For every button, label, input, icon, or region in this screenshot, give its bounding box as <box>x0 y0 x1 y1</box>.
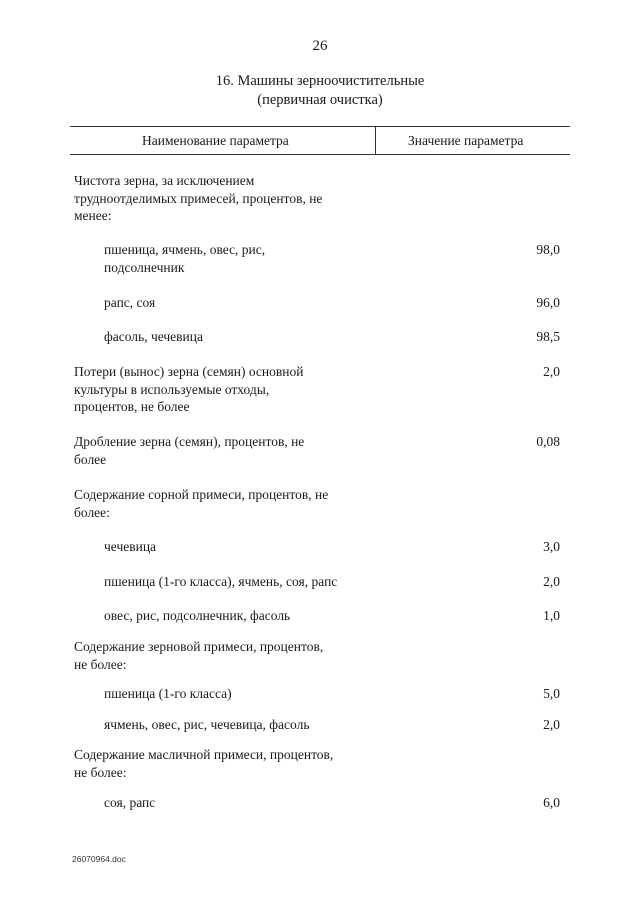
table-header-bottom-rule <box>70 154 570 155</box>
row-label <box>74 486 328 521</box>
section-title-line-1: 16. Машины зерноочистительные <box>215 73 425 89</box>
row-value: 98,5 <box>536 329 560 344</box>
row-label <box>74 638 323 673</box>
row-label-line: Дробление зерна (семян), процентов, не <box>74 434 305 449</box>
row-label-line: Содержание масличной примеси, процентов, <box>74 747 334 762</box>
row-label <box>104 573 337 591</box>
row-label-line: Содержание зерновой примеси, процентов, <box>74 639 324 654</box>
row-value: 96,0 <box>536 295 560 310</box>
row-label-line: чечевица <box>104 539 157 554</box>
row-label-line: пшеница (1-го класса), ячмень, соя, рапс <box>104 574 338 589</box>
row-label <box>104 716 310 734</box>
row-label <box>104 294 155 312</box>
row-label-line: пшеница (1-го класса) <box>104 686 232 701</box>
row-value: 1,0 <box>543 608 560 623</box>
section-title <box>0 72 640 110</box>
row-label <box>104 328 203 346</box>
row-label <box>104 607 290 625</box>
row-label-line: соя, рапс <box>104 795 156 810</box>
row-value: 3,0 <box>543 539 560 554</box>
page-number: 26 <box>312 38 328 54</box>
row-label <box>74 172 322 225</box>
table-top-rule <box>70 126 570 127</box>
row-label-line: ячмень, овес, рис, чечевица, фасоль <box>104 717 310 732</box>
row-label-line: пшеница, ячмень, овес, рис, <box>104 242 266 257</box>
row-label-line: овес, рис, подсолнечник, фасоль <box>104 608 291 623</box>
row-label-line: менее: <box>74 208 112 223</box>
row-value: 6,0 <box>543 795 560 810</box>
row-value: 2,0 <box>543 364 560 379</box>
row-label <box>74 746 333 781</box>
row-label-line: Потери (вынос) зерна (семян) основной <box>74 364 304 379</box>
row-value: 5,0 <box>543 686 560 701</box>
header-parameter-name: Наименование параметра <box>142 133 289 148</box>
header-column-divider <box>375 126 376 154</box>
row-value: 0,08 <box>536 434 560 449</box>
row-label-line: более <box>74 451 107 467</box>
row-label <box>104 794 155 812</box>
header-parameter-value: Значение параметра <box>408 133 524 148</box>
row-label-line: Содержание сорной примеси, процентов, не <box>74 487 329 502</box>
row-value: 2,0 <box>543 574 560 589</box>
row-label <box>74 433 304 468</box>
row-label-line: рапс, соя <box>104 295 156 310</box>
row-label <box>104 685 232 703</box>
row-label-line: не более: <box>74 764 127 780</box>
row-label-line: культуры в используемые отходы, <box>74 381 270 397</box>
row-label <box>74 363 303 416</box>
row-label-line: трудноотделимых примесей, процентов, не <box>74 190 323 206</box>
row-label-line: подсолнечник <box>104 259 185 275</box>
row-label-line: процентов, не более <box>74 399 190 414</box>
row-value: 98,0 <box>536 242 560 257</box>
row-label <box>104 538 156 556</box>
row-label-line: фасоль, чечевица <box>104 329 203 344</box>
row-value: 2,0 <box>543 717 560 732</box>
row-label-line: Чистота зерна, за исключением <box>74 173 255 188</box>
row-label <box>104 241 265 276</box>
row-label-line: не более: <box>74 656 127 672</box>
document-filename: 26070964.doc <box>72 854 126 864</box>
row-label-line: более: <box>74 504 110 520</box>
section-title-line-2: (первичная очистка) <box>257 92 383 108</box>
